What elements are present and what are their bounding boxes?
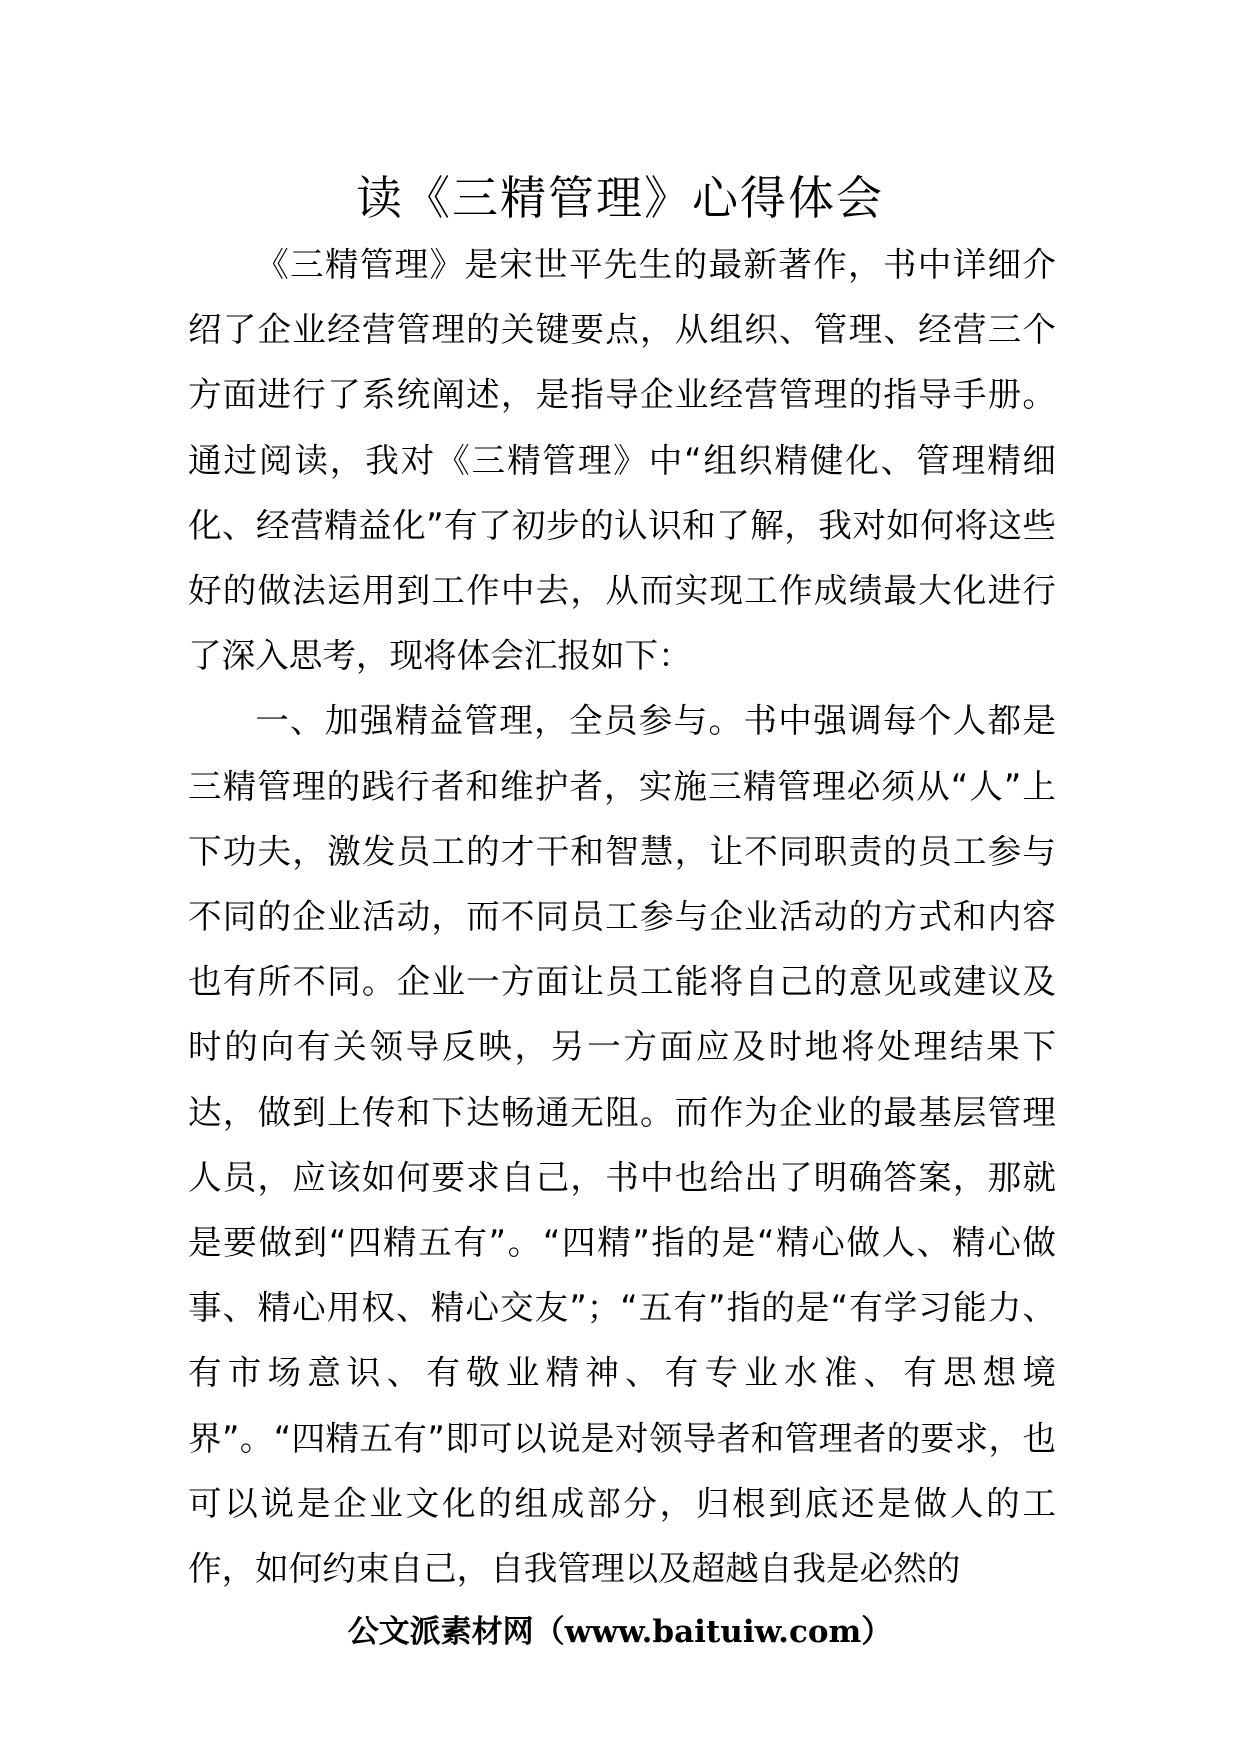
document-title: 读《三精管理》心得体会 [356,171,884,225]
paragraph-intro: 《三精管理》是宋世平先生的最新著作，书中详细介绍了企业经营管理的关键要点，从组织、管理、经营三个方面进行了系统阐述，是指导企业经营管理的指导手册。通过阅读，我对《三精管理》中“组织精健化、管理精细化、经营精益化”有了初步的认识和了解，我对如何将这些好的做法运用到工作中去，从而实现工作成绩最大化进行了深入思考，现将体会汇报如下： [188,245,1056,676]
document-body [188,232,1056,1601]
footer-watermark: 公文派素材网（www.baituiw.com） [347,1614,893,1650]
paragraph-section-one: 一、加强精益管理，全员参与。书中强调每个人都是三精管理的践行者和维护者，实施三精管理必须从“人”上下功夫，激发员工的才干和智慧，让不同职责的员工参与不同的企业活动，而不同员工参与企业活动的方式和内容也有所不同。企业一方面让员工能将自己的意见或建议及时的向有关领导反映，另一方面应及时地将处理结果下达，做到上传和下达畅通无阻。而作为企业的最基层管理人员，应该如何要求自己，书中也给出了明确答案，那就是要做到“四精五有”。“四精”指的是“精心做人、精心做事、精心用权、精心交友”；“五有”指的是“有学习能力、有市场意识、有敬业精神、有专业水准、有思想境界”。“四精五有”即可以说是对领导者和管理者的要求，也可以说是企业文化的组成部分，归根到底还是做人的工作，如何约束自己，自我管理以及超越自我是必然的 [188,701,1056,1589]
